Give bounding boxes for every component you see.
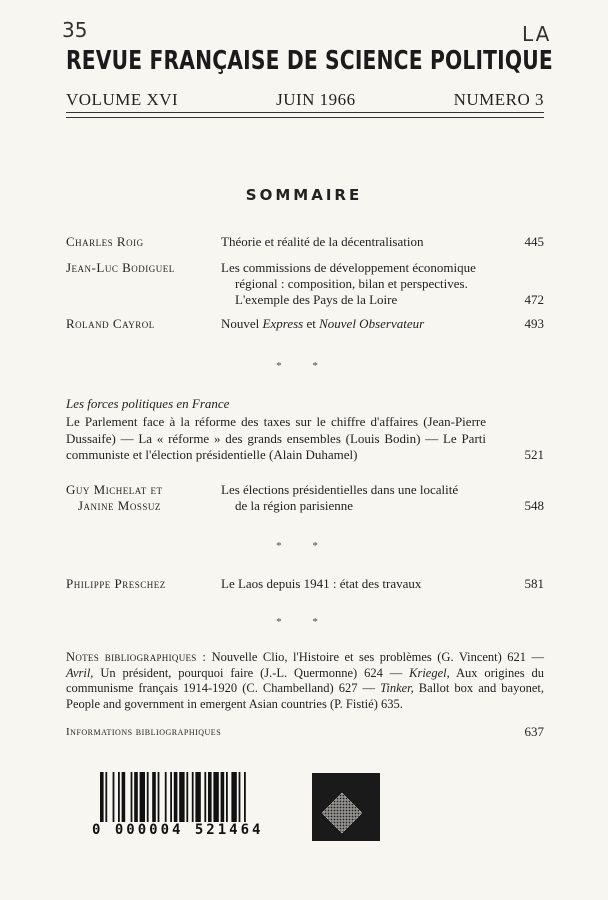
toc-title-line: régional : composition, bilan et perspectives.: [235, 276, 468, 291]
notes-label: Notes bibliographiques :: [66, 650, 207, 664]
barcode-bar: [165, 772, 167, 822]
barcode-bar: [204, 772, 206, 822]
notes-text: Aux origines du communisme français 1914-1920 (C. Chambelland) 627 —: [66, 665, 545, 695]
barcode-bar: [131, 772, 133, 822]
toc-author: Jean-Luc Bodiguel: [66, 260, 175, 275]
barcode-bar: [244, 772, 246, 822]
separator-stars: * *: [276, 540, 332, 552]
barcode-bar: [105, 772, 107, 822]
barcode-bar: [113, 772, 115, 822]
toc-title-line: de la région parisienne: [235, 498, 354, 513]
barcode-bar: [186, 772, 188, 822]
barcode-bar: [122, 772, 126, 822]
section-page: 521: [524, 447, 544, 462]
informations-page: 637: [524, 724, 544, 739]
toc-page: 493: [524, 316, 544, 331]
toc-title: [221, 316, 511, 332]
barcode-digits: 0 000004 521464: [92, 822, 264, 838]
notes-author: Tinker,: [380, 681, 414, 695]
volume-label: VOLUME XVI: [66, 90, 179, 109]
toc-title: Théorie et réalité de la décentralisation: [221, 234, 424, 249]
issue-number: NUMERO 3: [453, 90, 544, 109]
barcode-bar: [170, 772, 172, 822]
barcode-bar: [226, 772, 228, 822]
toc-title: [221, 260, 511, 308]
toc-title: Le Laos depuis 1941 : état des travaux: [221, 576, 422, 591]
barcode-bar: [152, 772, 156, 822]
toc-title-italic: Nouvel Observateur: [319, 316, 425, 331]
barcode-bar: [118, 772, 120, 822]
toc-title-line: Les élections présidentielles dans une localité: [221, 482, 459, 497]
barcode-bar: [213, 772, 218, 822]
toc-page: 548: [524, 498, 544, 513]
toc-title-text: et: [303, 316, 320, 331]
handwritten-number: 35: [62, 18, 88, 42]
toc-entry: [66, 482, 544, 516]
barcode-bar: [134, 772, 138, 822]
section-heading: Les forces politiques en France: [66, 396, 230, 411]
notes-text: Ballot box and bayonet, People and government in emergent Asian countries (P. Fistié) 635.: [66, 681, 544, 711]
toc-page: 472: [524, 292, 544, 307]
barcode-bar: [140, 772, 145, 822]
barcode-bar: [179, 772, 184, 822]
barcode-bar: [147, 772, 149, 822]
publisher-logo: [312, 773, 380, 841]
toc-entry: [66, 260, 544, 310]
barcode-bar: [195, 772, 200, 822]
toc-title-line: Les commissions de développement économique: [221, 260, 476, 275]
notes-author: Avril,: [66, 665, 94, 680]
toc-page: 445: [524, 234, 544, 249]
header-rule-thin: [66, 117, 544, 118]
handwritten-initials: LA: [522, 22, 552, 46]
toc-author: Roland Cayrol: [66, 316, 155, 331]
toc-title-italic: Express: [262, 316, 304, 331]
toc-author: [66, 482, 216, 514]
issue-line: [66, 90, 544, 110]
toc-title-text: Nouvel: [221, 316, 263, 331]
issue-date: JUIN 1966: [276, 90, 356, 109]
barcode-bar: [239, 772, 241, 822]
separator-stars: * *: [276, 616, 332, 628]
barcode: [100, 772, 300, 822]
toc-author: Charles Roig: [66, 234, 144, 249]
header-rule-thick: [66, 112, 544, 113]
barcode-bar: [100, 772, 104, 822]
barcode-bar: [231, 772, 236, 822]
bibliographic-notes: [66, 650, 544, 712]
separator-stars: * *: [276, 360, 332, 372]
barcode-bar: [174, 772, 178, 822]
barcode-bar: [221, 772, 225, 822]
journal-title: REVUE FRANÇAISE DE SCIENCE POLITIQUE: [66, 46, 553, 76]
notes-text: Nouvelle Clio, l'Histoire et ses problèmes (G. Vincent) 621 —: [206, 650, 544, 664]
notes-author: Kriegel,: [409, 665, 450, 680]
section-paragraph: Le Parlement face à la réforme des taxes sur le chiffre d'affaires (Jean-Pierre Dussaife) — La « réforme » des grands ensembles (Louis Bodin) — Le Parti communiste et l'élection présidentielle (Alain Duhamel): [66, 414, 486, 462]
toc-title-line: L'exemple des Pays de la Loire: [235, 292, 398, 307]
sommaire-heading: SOMMAIRE: [245, 186, 363, 204]
informations-label: Informations bibliographiques: [66, 726, 222, 738]
barcode-bar: [192, 772, 194, 822]
toc-author: Philippe Preschez: [66, 576, 166, 591]
barcode-bar: [158, 772, 160, 822]
toc-author-line: Guy Michelat et: [66, 482, 163, 497]
toc-title: [221, 482, 511, 514]
toc-author-line: Janine Mossuz: [78, 498, 161, 513]
notes-text: Un président, pourquoi faire (J.-L. Quermonne) 624 —: [93, 665, 410, 680]
toc-page: 581: [524, 576, 544, 591]
barcode-bar: [208, 772, 212, 822]
